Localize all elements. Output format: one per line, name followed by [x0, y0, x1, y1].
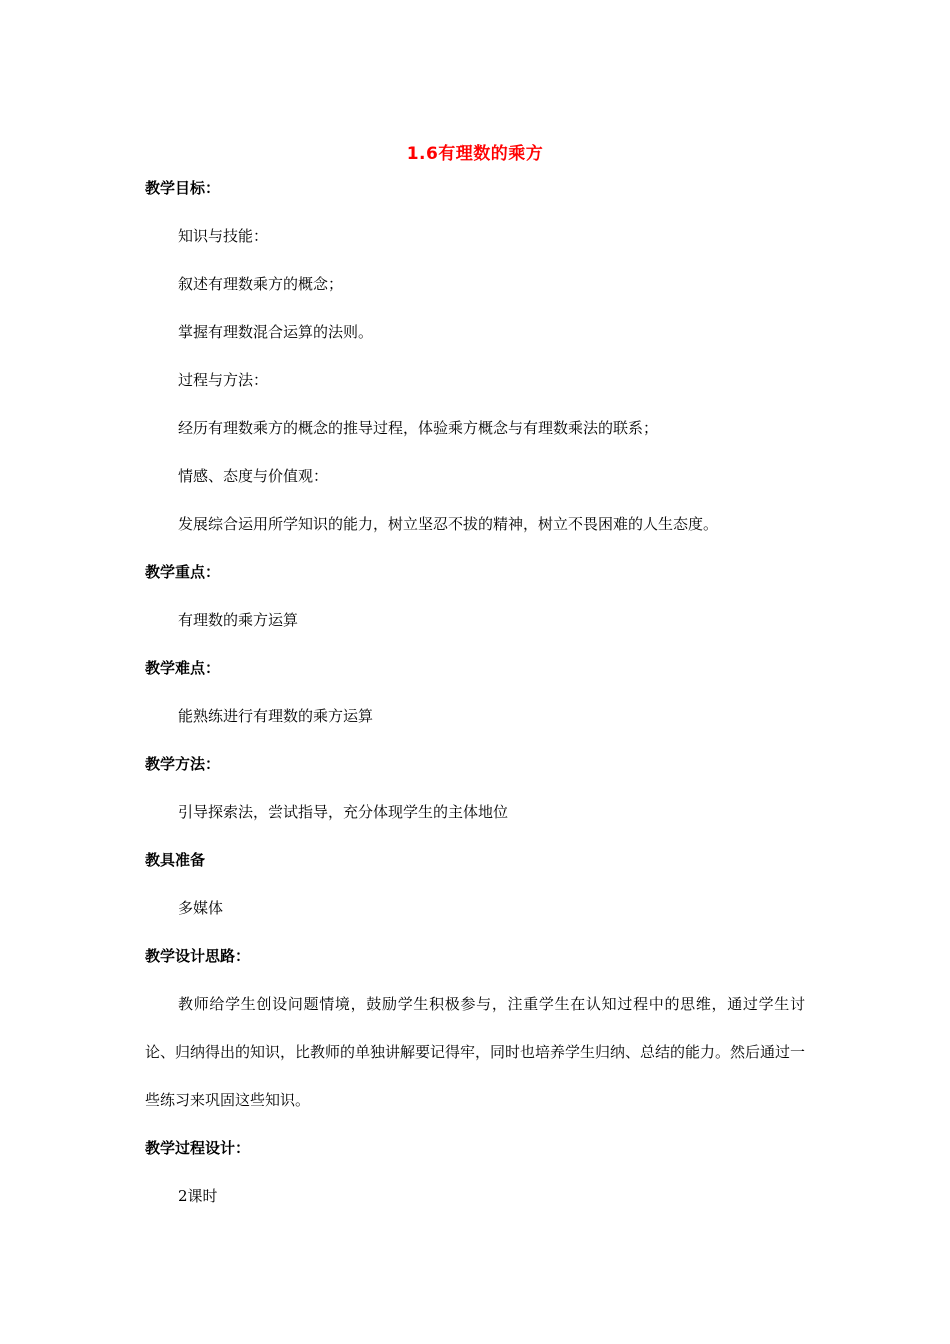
heading-tools: 教具准备 — [145, 851, 206, 869]
tools-text: 多媒体 — [178, 899, 224, 917]
heading-design-idea: 教学设计思路： — [145, 947, 251, 965]
objective-line: 情感、态度与价值观： — [178, 467, 329, 485]
objective-line: 叙述有理数乘方的概念； — [178, 275, 344, 293]
document-body — [145, 176, 805, 1208]
objective-line: 发展综合运用所学知识的能力，树立坚忍不拔的精神，树立不畏困难的人生态度。 — [178, 515, 719, 533]
objective-line: 经历有理数乘方的概念的推导过程，体验乘方概念与有理数乘法的联系； — [178, 419, 659, 437]
difficulties-text: 能熟练进行有理数的乘方运算 — [178, 707, 374, 725]
heading-methods: 教学方法： — [145, 755, 221, 773]
objective-line: 知识与技能： — [178, 227, 269, 245]
methods-text: 引导探索法，尝试指导，充分体现学生的主体地位 — [178, 803, 509, 821]
heading-key-points: 教学重点： — [145, 563, 221, 581]
heading-objectives: 教学目标： — [145, 179, 221, 197]
key-points-text: 有理数的乘方运算 — [178, 611, 299, 629]
heading-difficulties: 教学难点： — [145, 659, 221, 677]
heading-process: 教学过程设计： — [145, 1139, 251, 1157]
process-text: 2课时 — [178, 1187, 218, 1205]
objective-line: 过程与方法： — [178, 371, 269, 389]
objective-line: 掌握有理数混合运算的法则。 — [178, 323, 374, 341]
design-idea-text: 教师给学生创设问题情境，鼓励学生积极参与，注重学生在认知过程中的思维，通过学生讨论、归纳得出的知识，比教师的单独讲解要记得牢，同时也培养学生归纳、总结的能力。然后通过一些练习来巩固这些知识。 — [145, 995, 806, 1109]
document-title: 1.6有理数的乘方 — [406, 144, 544, 164]
